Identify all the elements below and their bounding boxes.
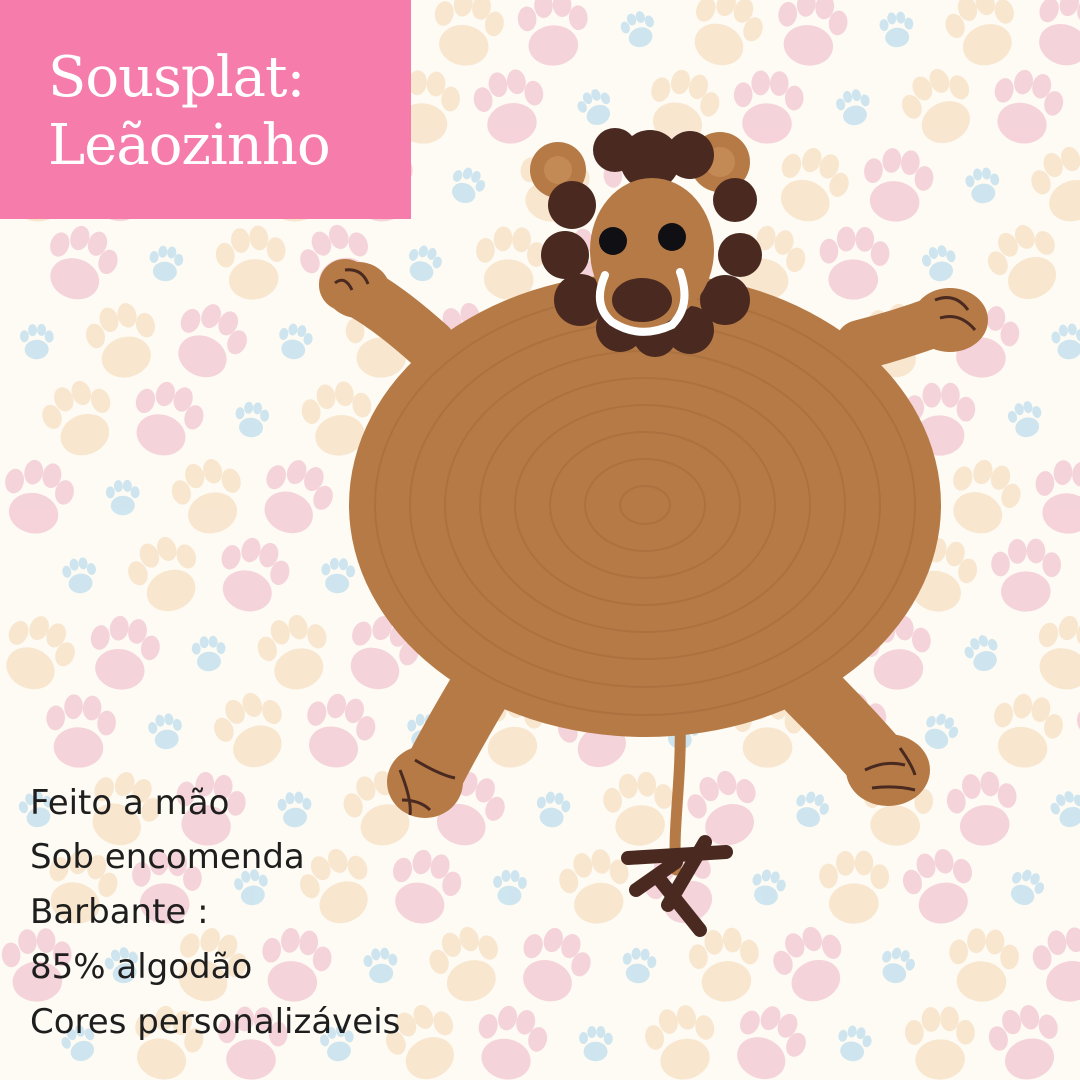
title-line-1: Sousplat: [48,45,305,110]
lion-tail [675,720,680,870]
feature-handmade: Feito a mão [30,783,230,823]
feature-cotton-percentage: 85% algodão [30,947,253,987]
title-line-2: Leãozinho [48,113,330,178]
feature-custom-colors: Cores personalizáveis [30,1002,401,1042]
lion-tail-tuft [628,842,726,930]
feature-material-label: Barbante : [30,892,209,932]
feature-made-to-order: Sob encomenda [30,837,305,877]
